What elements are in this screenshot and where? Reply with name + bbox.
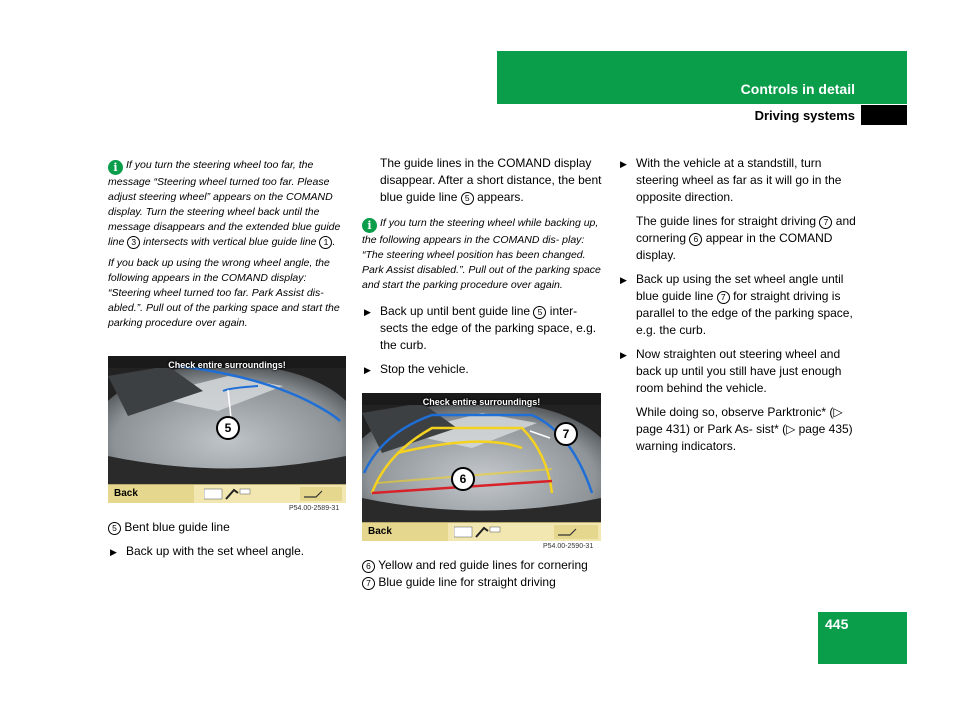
bullet-arrow-icon: ▶	[364, 365, 371, 375]
callout-number: 7	[362, 577, 375, 590]
column-2	[362, 155, 602, 385]
instruction-step: ▶ Stop the vehicle.	[362, 361, 602, 378]
column-3	[618, 155, 858, 462]
section-title: Controls in detail	[740, 81, 855, 97]
bullet-arrow-icon: ▶	[110, 547, 117, 557]
callout-number: 5	[461, 192, 474, 205]
info-icon: i	[108, 160, 123, 175]
column-1-lower	[108, 519, 348, 567]
callout-number: 6	[362, 560, 375, 573]
image-callout: 7	[554, 422, 578, 446]
column-2-lower	[362, 557, 607, 591]
screen-status-bar	[108, 484, 346, 503]
image-code: P54.00-2589-31	[289, 505, 340, 512]
page-number: 445	[825, 616, 849, 632]
callout-number: 3	[127, 236, 140, 249]
info-note-1: i If you turn the steering wheel too far, the message “Steering wheel turned too far. Please adjust steering wheel” appears on the COMAND display. Turn the steering wheel back until the message disappears and the extended blue guide line 3 intersects with vertical blue guide line 1 .	[108, 159, 341, 248]
legend-item: 5 Bent blue guide line	[108, 519, 348, 536]
instruction-step: ▶ Back up with the set wheel angle.	[108, 543, 348, 560]
subsection-title: Driving systems	[754, 108, 855, 123]
park-assist-icons	[454, 525, 599, 539]
instruction-step: ▶ With the vehicle at a standstill, turn steering wheel as far as it will go in the opposite direction.	[620, 156, 842, 204]
image-code: P54.00-2590-31	[543, 543, 594, 550]
callout-number: 7	[717, 291, 730, 304]
callout-number: 5	[533, 306, 546, 319]
paragraph: While doing so, observe Parktronic* (▷ page 431) or Park As- sist* (▷ page 435) warning indicators.	[636, 405, 853, 453]
legend-item: 6 Yellow and red guide lines for cornering	[362, 557, 607, 574]
instruction-step: ▶ Back up until bent guide line 5 inter- sects the edge of the parking space, e.g. the curb.	[364, 304, 597, 352]
bullet-arrow-icon: ▶	[620, 275, 627, 285]
bullet-arrow-icon: ▶	[620, 159, 627, 169]
legend-item: 7 Blue guide line for straight driving	[362, 574, 607, 591]
image-callout: 5	[216, 416, 240, 440]
section-header	[497, 51, 907, 104]
bullet-arrow-icon: ▶	[364, 307, 371, 317]
info-note-2: If you back up using the wrong wheel angle, the following appears in the COMAND display: “Steering wheel turned too far. Park Assist dis- abled.”. Pull out of the parking space and start the parking procedure over again.	[108, 257, 340, 329]
subsection-marker	[861, 105, 907, 125]
callout-number: 7	[819, 216, 832, 229]
paragraph: The guide lines for straight driving 7 and cornering 6 appear in the COMAND display.	[636, 214, 856, 262]
column-1	[108, 158, 348, 337]
back-label: Back	[108, 485, 194, 503]
image-callout: 6	[451, 467, 475, 491]
callout-number: 6	[689, 233, 702, 246]
instruction-step: ▶ Now straighten out steering wheel and back up until you still have just enough room behind the vehicle.	[620, 347, 842, 395]
callout-number: 1	[319, 236, 332, 249]
camera-view-2	[362, 393, 601, 541]
bullet-arrow-icon: ▶	[620, 350, 627, 360]
camera-screen-2	[362, 393, 601, 541]
screen-status-bar	[362, 522, 601, 541]
callout-number: 5	[108, 522, 121, 535]
instruction-step: ▶ Back up using the set wheel angle until blue guide line 7 for straight driving is parallel to the edge of the parking space, e.g. the curb.	[620, 272, 853, 337]
back-label: Back	[362, 523, 448, 541]
page-number-box	[818, 612, 907, 664]
info-note-3: i If you turn the steering wheel while backing up, the following appears in the COMAND dis- play: “The steering wheel position has been changed. Park Assist disabled.”. Pull out of the parking space and start the parking procedure over again.	[362, 217, 601, 291]
park-assist-icons	[204, 487, 344, 501]
screen-message: Check entire surroundings!	[168, 360, 286, 370]
paragraph: The guide lines in the COMAND display disappear. After a short distance, the bent blue guide line 5 appears.	[380, 156, 602, 204]
camera-screen-1	[108, 356, 346, 503]
screen-message: Check entire surroundings!	[422, 397, 541, 407]
info-icon: i	[362, 218, 377, 233]
